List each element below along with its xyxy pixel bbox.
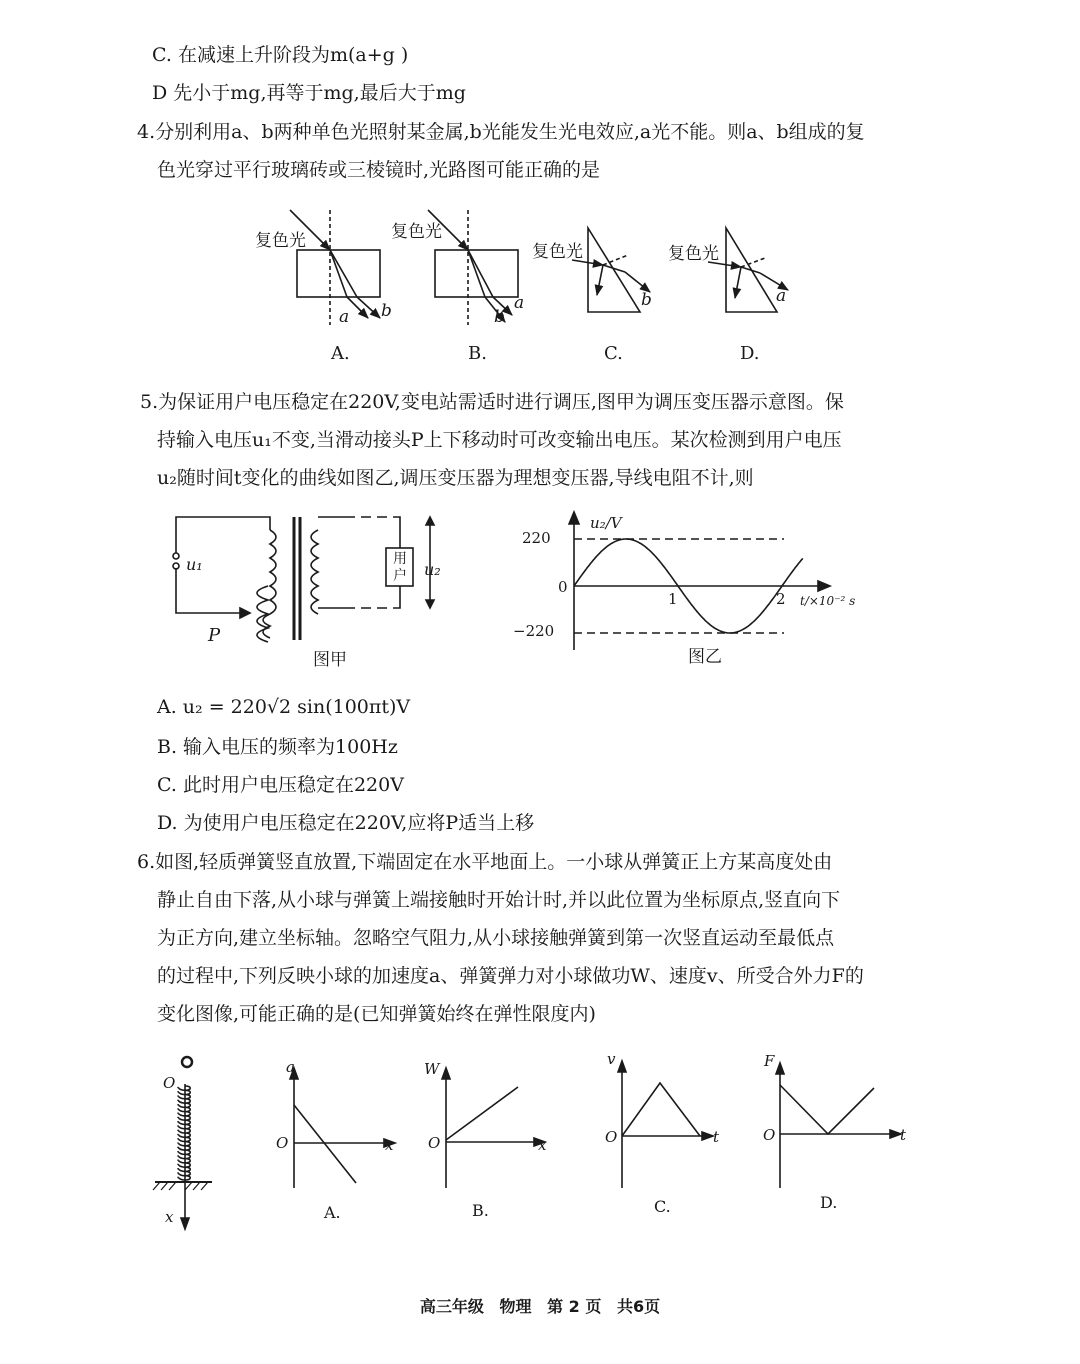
fig-yi-caption: 图乙 [688,647,722,667]
user-label-1: 用 [393,551,407,567]
graph-c-origin: O [605,1128,618,1146]
q4c-label-b: b [641,290,652,310]
q5-stem-line1: 5.为保证用户电压稳定在220V,变电站需适时进行调压,图甲为调压变压器示意图。保 [140,391,844,413]
footer-total: 共6页 [616,1297,661,1316]
p-label: P [208,625,221,646]
graph-b-x-label: x [538,1136,547,1154]
q4-option-c: C. [604,343,623,364]
q4a-label-a: a [339,307,350,327]
x-tick-2: 2 [776,590,786,608]
q6-stem-line3: 为正方向,建立坐标轴。忽略空气阻力,从小球接触弹簧到第一次竖直运动至最低点 [157,927,835,949]
graph-b-line [446,1087,518,1140]
q5-option-c: C. 此时用户电压稳定在220V [157,774,404,796]
q6-stem-line5: 变化图像,可能正确的是(已知弹簧始终在弹性限度内) [157,1003,596,1025]
q4a-label-b: b [381,301,392,321]
graph-a-option: A. [324,1203,341,1222]
graph-b-origin: O [428,1134,441,1152]
q5-option-b: B. 输入电压的频率为100Hz [157,736,398,758]
graph-a-y-label: a [286,1058,295,1076]
q6-graph-a [290,1068,395,1188]
q4a-beam-label: 复色光 [255,231,306,251]
graph-d-x-label: t [900,1126,907,1144]
graph-d-line [780,1085,874,1134]
q4-stem-line2: 色光穿过平行玻璃砖或三棱镜时,光路图可能正确的是 [157,159,601,181]
q4c-beam-label: 复色光 [532,242,583,262]
q6-graph-b [442,1068,545,1188]
q4-option-b: B. [468,343,487,364]
q6-stem-line4: 的过程中,下列反映小球的加速度a、弹簧弹力对小球做功W、速度v、所受合外力F的 [157,965,864,987]
ball [182,1057,192,1067]
q4b-label-a: a [514,293,525,313]
page-footer [0,1294,1080,1317]
footer-page: 第 2 页 [547,1297,602,1316]
graph-c-line [622,1083,700,1136]
q6-spring-diagram [153,1057,212,1229]
spring-coil [178,1086,190,1180]
y-axis-label: u₂/V [590,514,622,532]
y-max-label: 220 [522,529,551,547]
graph-d-origin: O [763,1126,776,1144]
q6-graph-c [618,1061,713,1188]
q5-stem-line3: u₂随时间t变化的曲线如图乙,调压变压器为理想变压器,导线电阻不计,则 [157,467,754,489]
graph-b-y-label: W [424,1060,440,1078]
ground-hatch [153,1182,208,1190]
q3-option-c: C. 在减速上升阶段为m(a+g ) [152,44,409,66]
graph-b-option: B. [472,1201,489,1220]
user-label-2: 户 [393,568,407,584]
q5-option-d: D. 为使用户电压稳定在220V,应将P适当上移 [157,812,535,834]
graph-d-y-label: F [764,1052,775,1070]
q6-stem-line1: 6.如图,轻质弹簧竖直放置,下端固定在水平地面上。一小球从弹簧正上方某高度处由 [137,851,833,873]
q5-stem-line2: 持输入电压u₁不变,当滑动接头P上下移动时可改变输出电压。某次检测到用户电压 [157,429,842,451]
q4d-beam-label: 复色光 [668,244,719,264]
q4d-label-a: a [776,286,787,306]
footer-grade: 高三年级 [419,1297,484,1316]
spring-axis-label: x [165,1208,174,1226]
graph-c-option: C. [654,1197,671,1216]
u2-label: u₂ [424,560,441,579]
graph-a-x-label: x [385,1136,394,1154]
footer-subject: 物理 [499,1297,532,1316]
q3-option-d: D 先小于mg,再等于mg,最后大于mg [152,82,466,104]
graph-a-origin: O [276,1134,289,1152]
y-min-label: −220 [513,622,555,640]
q4-option-a: A. [331,343,350,364]
spring-origin-label: O [163,1074,176,1092]
origin-label: 0 [558,578,568,596]
graph-d-option: D. [820,1193,838,1212]
graph-c-x-label: t [713,1128,720,1146]
u1-label: u₁ [186,555,203,574]
x-tick-1: 1 [668,590,678,608]
graph-a-line [294,1105,356,1183]
q4b-label-b: b [494,307,505,327]
q5-option-a: A. u₂ = 220√2 sin(100πt)V [157,696,411,718]
q4-stem-line1: 4.分别利用a、b两种单色光照射某金属,b光能发生光电效应,a光不能。则a、b组成的复 [137,121,865,143]
q6-graph-d [776,1063,901,1188]
x-axis-label: t/×10⁻² s [800,594,856,608]
q6-stem-line2: 静止自由下落,从小球与弹簧上端接触时开始计时,并以此位置为坐标原点,竖直向下 [157,889,841,911]
q4b-beam-label: 复色光 [391,222,442,242]
fig-jia-caption: 图甲 [313,650,347,670]
q4-option-d: D. [740,343,760,364]
graph-c-y-label: v [607,1050,616,1068]
